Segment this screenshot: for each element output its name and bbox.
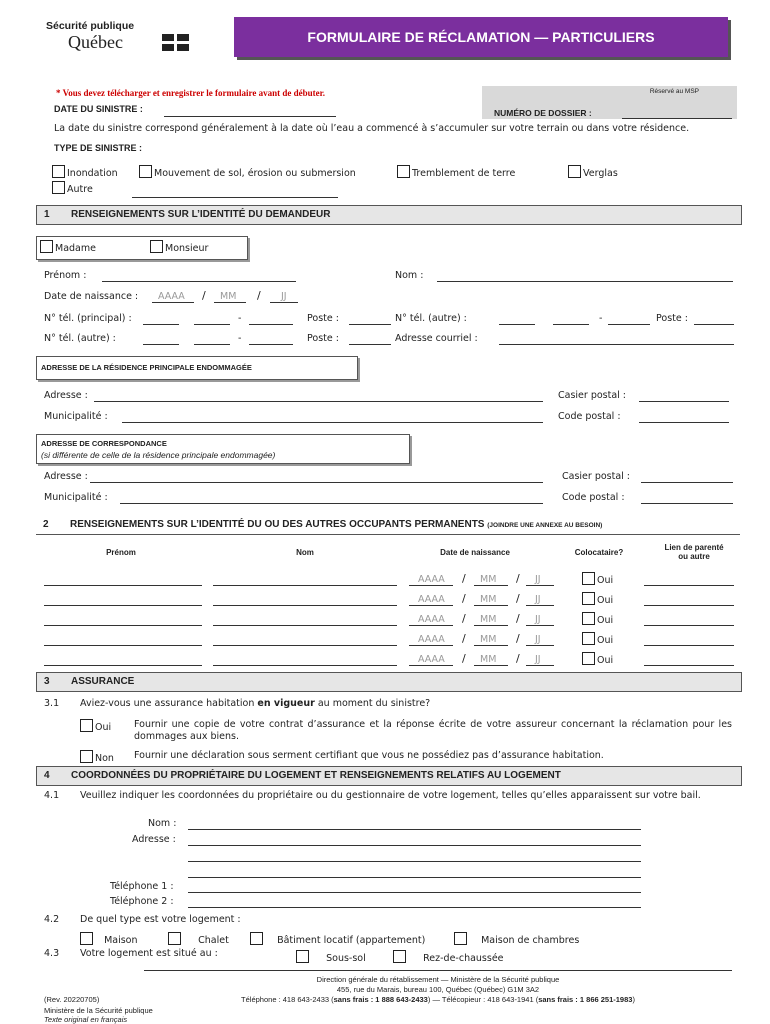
- logement-maison-chambres[interactable]: Maison de chambres: [454, 932, 579, 946]
- tel-autre-area[interactable]: [143, 344, 179, 345]
- tel-autre-line[interactable]: [249, 344, 293, 345]
- logement-maison[interactable]: Maison: [80, 932, 138, 946]
- municipalite-label: Municipalité :: [44, 492, 108, 503]
- logo-line1: Sécurité publique: [46, 20, 135, 32]
- date-slash: /: [462, 652, 466, 665]
- tel-autre-line[interactable]: [608, 324, 650, 325]
- prenom-label: Prénom :: [44, 270, 87, 281]
- occupant-month-field[interactable]: [474, 605, 508, 606]
- code-label: Code postal :: [562, 492, 625, 503]
- owner-nom-field[interactable]: [188, 829, 641, 830]
- corr-municipalite-field[interactable]: [120, 503, 543, 504]
- checkbox[interactable]: [168, 932, 181, 945]
- tel-autre-label: N° tél. (autre) :: [395, 313, 467, 324]
- month-placeholder: MM: [220, 291, 237, 302]
- logement-batiment-locatif[interactable]: Bâtiment locatif (appartement): [250, 932, 425, 946]
- day-placeholder: JJ: [535, 574, 541, 585]
- occupant-day-field[interactable]: [526, 605, 554, 606]
- type-sinistre-label: TYPE DE SINISTRE :: [54, 143, 143, 153]
- logement-chalet[interactable]: Chalet: [168, 932, 229, 946]
- q4-2-text: De quel type est votre logement :: [80, 914, 241, 925]
- assurance-non-option[interactable]: Non: [80, 750, 114, 764]
- date-sinistre-label: DATE DU SINISTRE :: [54, 104, 143, 114]
- casier-field[interactable]: [639, 401, 729, 402]
- checkbox[interactable]: [454, 932, 467, 945]
- assurance-oui-text: Fournir une copie de votre contrat d’assurance et la réponse écrite de votre assureur concernant la réclamation pour les dommages aux biens.: [134, 719, 732, 742]
- checkbox[interactable]: [250, 932, 263, 945]
- year-placeholder: AAAA: [418, 634, 445, 645]
- occupant-prenom-field[interactable]: [44, 645, 202, 646]
- checkbox[interactable]: [52, 181, 65, 194]
- section-1-header: 1 RENSEIGNEMENTS SUR L’IDENTITÉ DU DEMANDEUR: [36, 205, 742, 225]
- year-placeholder: AAAA: [418, 614, 445, 625]
- municipalite-field[interactable]: [122, 422, 543, 423]
- date-sinistre-field[interactable]: [164, 116, 336, 117]
- owner-tel2-label: Téléphone 2 :: [110, 896, 174, 907]
- owner-tel1-label: Téléphone 1 :: [110, 881, 174, 892]
- footer-rev: (Rev. 20220705): [44, 995, 100, 1004]
- footer-ministere: Ministère de la Sécurité publique: [44, 1006, 153, 1015]
- tel-autre-prefix[interactable]: [553, 324, 589, 325]
- col-colocataire: Colocataire?: [574, 548, 624, 557]
- fleur-de-lis-flag-icon: [162, 34, 190, 52]
- section-2-header: 2 RENSEIGNEMENTS SUR L’IDENTITÉ DU OU DES AUTRES OCCUPANTS PERMANENTS (JOINDRE UNE ANNEXE AU BESOIN): [36, 516, 740, 535]
- poste-field[interactable]: [694, 324, 734, 325]
- colocataire-oui-option[interactable]: Oui: [582, 572, 613, 586]
- situe-sous-sol[interactable]: Sous-sol: [296, 950, 366, 964]
- type-verglas[interactable]: Verglas: [568, 165, 618, 179]
- q4-1-text: Veuillez indiquer les coordonnées du propriétaire ou du gestionnaire de votre logement, telles qu’elles apparaissent sur votre bail.: [80, 790, 701, 801]
- checkbox[interactable]: [296, 950, 309, 963]
- checkbox[interactable]: [582, 632, 595, 645]
- footer-divider: [144, 970, 732, 971]
- tel-dash: -: [238, 313, 242, 324]
- correspondence-address-header: ADRESSE DE CORRESPONDANCE (si différente de celle de la résidence principale endommagée): [36, 434, 410, 464]
- tel-principal-label: N° tél. (principal) :: [44, 313, 132, 324]
- tel-dash: -: [238, 333, 242, 344]
- colocataire-oui-option[interactable]: Oui: [582, 652, 613, 666]
- occupant-lien-field[interactable]: [644, 585, 734, 586]
- day-placeholder: JJ: [281, 291, 287, 302]
- col-lien: Lien de parenté ou autre: [664, 543, 724, 561]
- checkbox[interactable]: [568, 165, 581, 178]
- date-slash: /: [516, 572, 520, 585]
- checkbox[interactable]: [582, 572, 595, 585]
- date-slash: /: [257, 289, 261, 302]
- tel-principal-line[interactable]: [249, 324, 293, 325]
- month-placeholder: MM: [480, 634, 497, 645]
- year-placeholder: AAAA: [418, 574, 445, 585]
- owner-adresse-label: Adresse :: [132, 834, 176, 845]
- occupant-prenom-field[interactable]: [44, 665, 202, 666]
- tel-autre-label: N° tél. (autre) :: [44, 333, 116, 344]
- footer-contact: Direction générale du rétablissement — Ministère de la Sécurité publique 455, rue du Marais, bureau 100, Québec (Québec) G1M 3A2 Téléphone : 418 643-2433 (sans frais : 1 888 643-2433) — Télécopieur : 418 643-1941 (sans frais : 1 866 251-1983): [241, 975, 635, 1004]
- occupant-nom-field[interactable]: [213, 665, 397, 666]
- code-field[interactable]: [639, 422, 729, 423]
- year-field[interactable]: [152, 302, 194, 303]
- checkbox[interactable]: [52, 165, 65, 178]
- date-slash: /: [462, 572, 466, 585]
- type-tremblement[interactable]: Tremblement de terre: [397, 165, 515, 179]
- autre-field[interactable]: [132, 197, 338, 198]
- occupant-lien-field[interactable]: [644, 665, 734, 666]
- courriel-field[interactable]: [499, 344, 734, 345]
- poste-label: Poste :: [656, 313, 688, 324]
- date-slash: /: [516, 652, 520, 665]
- code-label: Code postal :: [558, 411, 621, 422]
- tel-autre-prefix[interactable]: [194, 344, 230, 345]
- assurance-non-text: Fournir une déclaration sous serment certifiant que vous ne possédiez pas d’assurance habitation.: [134, 750, 604, 761]
- poste-field[interactable]: [349, 324, 391, 325]
- checkbox[interactable]: [582, 652, 595, 665]
- date-slash: /: [516, 632, 520, 645]
- occupant-day-field[interactable]: [526, 645, 554, 646]
- checkbox[interactable]: [150, 240, 163, 253]
- occupant-prenom-field[interactable]: [44, 605, 202, 606]
- occupant-lien-field[interactable]: [644, 625, 734, 626]
- q4-1-number: 4.1: [44, 790, 60, 801]
- corr-code-field[interactable]: [641, 503, 733, 504]
- q3-1-text: Aviez-vous une assurance habitation en vigueur au moment du sinistre?: [80, 698, 431, 709]
- occupant-lien-field[interactable]: [644, 645, 734, 646]
- occupant-prenom-field[interactable]: [44, 625, 202, 626]
- date-note: La date du sinistre correspond généralement à la date où l’eau a commencé à s’accumuler sur votre terrain ou dans votre résidence.: [54, 123, 690, 134]
- occupant-month-field[interactable]: [474, 585, 508, 586]
- footer-original: Texte original en français: [44, 1015, 128, 1024]
- tel-dash: -: [599, 313, 603, 324]
- date-slash: /: [462, 632, 466, 645]
- colocataire-oui-option[interactable]: Oui: [582, 632, 613, 646]
- owner-tel1-field[interactable]: [188, 892, 641, 893]
- year-placeholder: AAAA: [158, 291, 185, 302]
- checkbox[interactable]: [80, 932, 93, 945]
- casier-label: Casier postal :: [562, 471, 631, 482]
- situe-rez[interactable]: Rez-de-chaussée: [393, 950, 504, 964]
- poste-label: Poste :: [307, 333, 339, 344]
- corr-adresse-field[interactable]: [90, 482, 543, 483]
- assurance-oui-option[interactable]: Oui: [80, 719, 111, 733]
- owner-nom-label: Nom :: [148, 818, 177, 829]
- tel-principal-area[interactable]: [143, 324, 179, 325]
- month-field[interactable]: [214, 302, 246, 303]
- month-placeholder: MM: [480, 654, 497, 665]
- naissance-label: Date de naissance :: [44, 291, 139, 302]
- occupant-year-field[interactable]: [409, 625, 453, 626]
- occupant-year-field[interactable]: [409, 665, 453, 666]
- courriel-label: Adresse courriel :: [395, 333, 478, 344]
- residence-address-header: ADRESSE DE LA RÉSIDENCE PRINCIPALE ENDOMMAGÉE: [36, 356, 358, 380]
- colocataire-oui-option[interactable]: Oui: [582, 592, 613, 606]
- occupant-month-field[interactable]: [474, 645, 508, 646]
- nom-field[interactable]: [437, 281, 733, 282]
- occupant-month-field[interactable]: [474, 665, 508, 666]
- day-placeholder: JJ: [535, 634, 541, 645]
- date-slash: /: [516, 592, 520, 605]
- day-placeholder: JJ: [535, 594, 541, 605]
- tel-principal-prefix[interactable]: [194, 324, 230, 325]
- adresse-label: Adresse :: [44, 471, 88, 482]
- day-placeholder: JJ: [535, 614, 541, 625]
- month-placeholder: MM: [480, 614, 497, 625]
- occupant-nom-field[interactable]: [213, 605, 397, 606]
- corr-casier-field[interactable]: [641, 482, 733, 483]
- tel-autre-area[interactable]: [499, 324, 535, 325]
- day-field[interactable]: [270, 302, 298, 303]
- adresse-label: Adresse :: [44, 390, 88, 401]
- occupant-year-field[interactable]: [409, 605, 453, 606]
- page-title: FORMULAIRE DE RÉCLAMATION — PARTICULIERS: [307, 29, 655, 45]
- logo-line2: Québec: [68, 32, 123, 52]
- date-slash: /: [202, 289, 206, 302]
- owner-adresse-field[interactable]: [188, 877, 641, 878]
- reserved-label: Réservé au MSP: [649, 88, 699, 95]
- occupant-day-field[interactable]: [526, 625, 554, 626]
- checkbox[interactable]: [582, 612, 595, 625]
- section-3-header: 3 ASSURANCE: [36, 672, 742, 692]
- colocataire-oui-option[interactable]: Oui: [582, 612, 613, 626]
- date-slash: /: [516, 612, 520, 625]
- month-placeholder: MM: [480, 574, 497, 585]
- prenom-field[interactable]: [102, 281, 296, 282]
- checkbox[interactable]: [397, 165, 410, 178]
- type-mouvement-sol[interactable]: Mouvement de sol, érosion ou submersion: [139, 165, 356, 179]
- checkbox[interactable]: [139, 165, 152, 178]
- day-placeholder: JJ: [535, 654, 541, 665]
- q4-2-number: 4.2: [44, 914, 60, 925]
- occupant-day-field[interactable]: [526, 665, 554, 666]
- date-slash: /: [462, 592, 466, 605]
- poste-label: Poste :: [307, 313, 339, 324]
- q4-3-text: Votre logement est situé au :: [80, 948, 218, 959]
- dossier-field[interactable]: [622, 118, 732, 119]
- occupant-nom-field[interactable]: [213, 645, 397, 646]
- owner-tel2-field[interactable]: [188, 907, 641, 908]
- checkbox[interactable]: [582, 592, 595, 605]
- logo: [46, 20, 196, 56]
- occupant-nom-field[interactable]: [213, 625, 397, 626]
- year-placeholder: AAAA: [418, 654, 445, 665]
- adresse-field[interactable]: [94, 401, 543, 402]
- occupant-year-field[interactable]: [409, 645, 453, 646]
- occupant-year-field[interactable]: [409, 585, 453, 586]
- type-inondation[interactable]: Inondation: [52, 165, 118, 179]
- municipalite-label: Municipalité :: [44, 411, 108, 422]
- date-slash: /: [462, 612, 466, 625]
- occupant-day-field[interactable]: [526, 585, 554, 586]
- occupant-month-field[interactable]: [474, 625, 508, 626]
- col-naissance: Date de naissance: [440, 548, 510, 557]
- poste-field[interactable]: [349, 344, 391, 345]
- reserved-box: [482, 86, 737, 119]
- occupant-nom-field[interactable]: [213, 585, 397, 586]
- monsieur-option[interactable]: Monsieur: [150, 240, 208, 254]
- title-banner: [234, 17, 728, 57]
- dossier-label: NUMÉRO DE DOSSIER :: [494, 108, 592, 118]
- q4-3-number: 4.3: [44, 948, 60, 959]
- checkbox[interactable]: [80, 719, 93, 732]
- checkbox[interactable]: [80, 750, 93, 763]
- section-4-header: 4 COORDONNÉES DU PROPRIÉTAIRE DU LOGEMENT ET RENSEIGNEMENTS RELATIFS AU LOGEMENT: [36, 766, 742, 786]
- occupant-prenom-field[interactable]: [44, 585, 202, 586]
- casier-label: Casier postal :: [558, 390, 627, 401]
- month-placeholder: MM: [480, 594, 497, 605]
- owner-adresse-field[interactable]: [188, 845, 641, 846]
- owner-adresse-field[interactable]: [188, 861, 641, 862]
- type-autre[interactable]: Autre: [52, 181, 93, 195]
- col-nom: Nom: [296, 548, 314, 557]
- nom-label: Nom :: [395, 270, 424, 281]
- q3-1-number: 3.1: [44, 698, 60, 709]
- checkbox[interactable]: [40, 240, 53, 253]
- checkbox[interactable]: [393, 950, 406, 963]
- occupant-lien-field[interactable]: [644, 605, 734, 606]
- year-placeholder: AAAA: [418, 594, 445, 605]
- madame-option[interactable]: Madame: [40, 240, 96, 254]
- download-notice: * Vous devez télécharger et enregistrer le formulaire avant de débuter.: [56, 88, 326, 98]
- col-prenom: Prénom: [106, 548, 136, 557]
